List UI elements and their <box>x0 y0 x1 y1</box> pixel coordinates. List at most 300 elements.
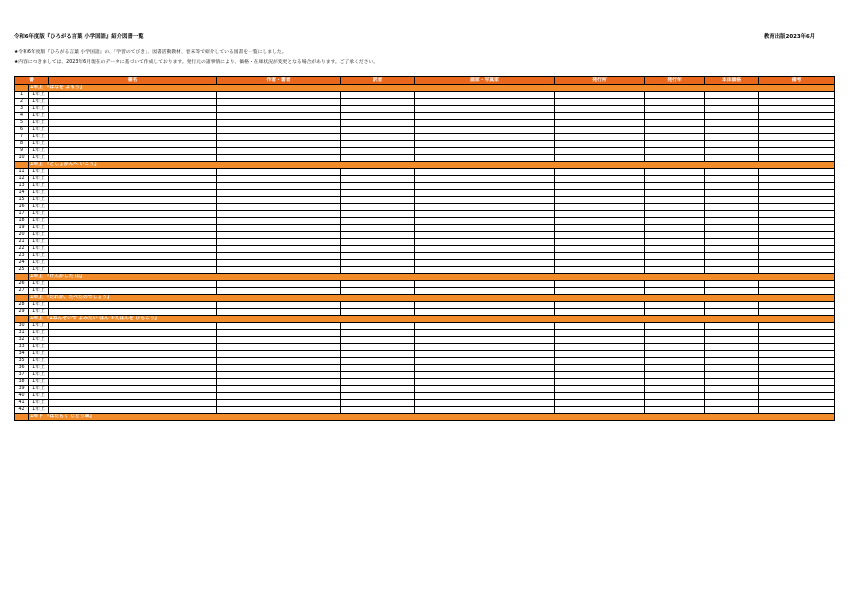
grade-cell: 1年上 <box>29 232 49 239</box>
section-label: 1年上 『はなを よもう』 <box>29 85 835 92</box>
table-row <box>15 365 835 372</box>
grade-cell: 1年上 <box>29 379 49 386</box>
table-row <box>15 169 835 176</box>
author-cell <box>217 358 341 365</box>
table-row <box>15 218 835 225</box>
price-cell <box>705 302 759 309</box>
row-number: 16 <box>15 204 29 211</box>
table-row <box>15 239 835 246</box>
illustrator-cell <box>415 267 555 274</box>
translator-cell <box>341 127 415 134</box>
title-cell <box>49 253 217 260</box>
grade-cell: 1年上 <box>29 386 49 393</box>
translator-cell <box>341 148 415 155</box>
translator-cell <box>341 204 415 211</box>
publisher-cell <box>555 246 645 253</box>
year-cell <box>645 330 705 337</box>
grade-cell: 1年上 <box>29 218 49 225</box>
author-cell <box>217 183 341 190</box>
grade-cell: 1年上 <box>29 197 49 204</box>
year-cell <box>645 92 705 99</box>
author-cell <box>217 393 341 400</box>
publisher-cell <box>555 232 645 239</box>
row-number: 7 <box>15 134 29 141</box>
translator-cell <box>341 99 415 106</box>
title-cell <box>49 393 217 400</box>
note-cell <box>759 232 835 239</box>
price-cell <box>705 407 759 414</box>
translator-cell <box>341 113 415 120</box>
col-header-translator: 訳者 <box>341 77 415 85</box>
illustrator-cell <box>415 281 555 288</box>
title-cell <box>49 127 217 134</box>
grade-cell: 1年上 <box>29 134 49 141</box>
grade-cell: 1年上 <box>29 393 49 400</box>
grade-cell: 1年上 <box>29 211 49 218</box>
note-cell <box>759 372 835 379</box>
note-cell <box>759 260 835 267</box>
illustrator-cell <box>415 148 555 155</box>
publisher-cell <box>555 176 645 183</box>
section-label: 1年下 『はたらく じどう車』 <box>29 414 835 421</box>
note-cell <box>759 106 835 113</box>
illustrator-cell <box>415 400 555 407</box>
price-cell <box>705 197 759 204</box>
publisher-cell <box>555 183 645 190</box>
author-cell <box>217 288 341 295</box>
col-header-notes: 備考 <box>759 77 835 85</box>
author-cell <box>217 127 341 134</box>
grade-cell: 1年上 <box>29 92 49 99</box>
price-cell <box>705 99 759 106</box>
row-number: 1 <box>15 92 29 99</box>
table-row <box>15 92 835 99</box>
publisher-cell <box>555 211 645 218</box>
table-row <box>15 232 835 239</box>
illustrator-cell <box>415 407 555 414</box>
grade-cell: 1年上 <box>29 267 49 274</box>
year-cell <box>645 106 705 113</box>
year-cell <box>645 344 705 351</box>
row-number: 13 <box>15 183 29 190</box>
grade-cell: 1年上 <box>29 400 49 407</box>
row-number: 37 <box>15 372 29 379</box>
translator-cell <box>341 106 415 113</box>
price-cell <box>705 379 759 386</box>
year-cell <box>645 407 705 414</box>
author-cell <box>217 211 341 218</box>
price-cell <box>705 246 759 253</box>
illustrator-cell <box>415 141 555 148</box>
grade-cell: 1年上 <box>29 323 49 330</box>
row-number: 34 <box>15 351 29 358</box>
author-cell <box>217 190 341 197</box>
illustrator-cell <box>415 344 555 351</box>
row-number: 19 <box>15 225 29 232</box>
table-row <box>15 134 835 141</box>
grade-cell: 1年上 <box>29 351 49 358</box>
title-cell <box>49 169 217 176</box>
price-cell <box>705 183 759 190</box>
illustrator-cell <box>415 106 555 113</box>
grade-cell: 1年上 <box>29 260 49 267</box>
table-row <box>15 211 835 218</box>
col-header-price: 本体価格 <box>705 77 759 85</box>
translator-cell <box>341 246 415 253</box>
table-row <box>15 407 835 414</box>
title-cell <box>49 148 217 155</box>
author-cell <box>217 155 341 162</box>
section-spacer <box>15 295 29 302</box>
col-header-number: 番 <box>15 77 49 85</box>
year-cell <box>645 337 705 344</box>
table-body <box>15 85 835 421</box>
illustrator-cell <box>415 239 555 246</box>
illustrator-cell <box>415 232 555 239</box>
translator-cell <box>341 141 415 148</box>
row-number: 39 <box>15 386 29 393</box>
illustrator-cell <box>415 204 555 211</box>
row-number: 33 <box>15 344 29 351</box>
publisher-cell <box>555 190 645 197</box>
row-number: 15 <box>15 197 29 204</box>
note-cell <box>759 204 835 211</box>
author-cell <box>217 148 341 155</box>
grade-cell: 1年上 <box>29 309 49 316</box>
table-row <box>15 197 835 204</box>
col-header-year: 発行年 <box>645 77 705 85</box>
grade-cell: 1年上 <box>29 99 49 106</box>
illustrator-cell <box>415 372 555 379</box>
price-cell <box>705 253 759 260</box>
note-cell <box>759 379 835 386</box>
publisher-cell <box>555 92 645 99</box>
price-cell <box>705 169 759 176</box>
publisher-cell <box>555 323 645 330</box>
translator-cell <box>341 260 415 267</box>
author-cell <box>217 113 341 120</box>
publisher-cell <box>555 302 645 309</box>
publisher-cell <box>555 400 645 407</box>
illustrator-cell <box>415 379 555 386</box>
year-cell <box>645 169 705 176</box>
author-cell <box>217 197 341 204</box>
price-cell <box>705 351 759 358</box>
publisher-cell <box>555 260 645 267</box>
title-cell <box>49 197 217 204</box>
note-cell <box>759 218 835 225</box>
publisher-cell <box>555 239 645 246</box>
title-cell <box>49 379 217 386</box>
section-spacer <box>15 162 29 169</box>
illustrator-cell <box>415 337 555 344</box>
col-header-author: 作者・著者 <box>217 77 341 85</box>
publisher-cell <box>555 309 645 316</box>
grade-cell: 1年上 <box>29 225 49 232</box>
table-row <box>15 344 835 351</box>
translator-cell <box>341 155 415 162</box>
table-row <box>15 351 835 358</box>
illustrator-cell <box>415 246 555 253</box>
illustrator-cell <box>415 225 555 232</box>
year-cell <box>645 393 705 400</box>
price-cell <box>705 106 759 113</box>
year-cell <box>645 99 705 106</box>
author-cell <box>217 386 341 393</box>
price-cell <box>705 148 759 155</box>
note-cell <box>759 351 835 358</box>
price-cell <box>705 155 759 162</box>
year-cell <box>645 113 705 120</box>
price-cell <box>705 92 759 99</box>
row-number: 32 <box>15 337 29 344</box>
price-cell <box>705 113 759 120</box>
table-row <box>15 99 835 106</box>
note-cell <box>759 330 835 337</box>
document-title: 令和6年度版『ひろがる言葉 小学国語』紹介図書一覧 <box>14 34 144 40</box>
illustrator-cell <box>415 134 555 141</box>
title-cell <box>49 155 217 162</box>
price-cell <box>705 358 759 365</box>
author-cell <box>217 365 341 372</box>
year-cell <box>645 253 705 260</box>
note-cell <box>759 323 835 330</box>
grade-cell: 1年上 <box>29 176 49 183</box>
year-cell <box>645 197 705 204</box>
author-cell <box>217 337 341 344</box>
title-cell <box>49 407 217 414</box>
publisher-cell <box>555 113 645 120</box>
row-number: 26 <box>15 281 29 288</box>
author-cell <box>217 330 341 337</box>
price-cell <box>705 309 759 316</box>
illustrator-cell <box>415 155 555 162</box>
table-row <box>15 281 835 288</box>
title-cell <box>49 344 217 351</box>
row-number: 28 <box>15 302 29 309</box>
book-table <box>14 76 835 421</box>
grade-cell: 1年上 <box>29 372 49 379</box>
table-row <box>15 323 835 330</box>
price-cell <box>705 204 759 211</box>
title-cell <box>49 246 217 253</box>
table-row <box>15 183 835 190</box>
note-cell <box>759 113 835 120</box>
col-header-illustrator: 画家・写真家 <box>415 77 555 85</box>
row-number: 4 <box>15 113 29 120</box>
price-cell <box>705 127 759 134</box>
title-cell <box>49 190 217 197</box>
publisher-cell <box>555 204 645 211</box>
translator-cell <box>341 239 415 246</box>
year-cell <box>645 134 705 141</box>
title-cell <box>49 281 217 288</box>
grade-cell: 1年上 <box>29 183 49 190</box>
table-row <box>15 148 835 155</box>
illustrator-cell <box>415 169 555 176</box>
price-cell <box>705 393 759 400</box>
illustrator-cell <box>415 92 555 99</box>
author-cell <box>217 253 341 260</box>
year-cell <box>645 246 705 253</box>
row-number: 18 <box>15 218 29 225</box>
translator-cell <box>341 267 415 274</box>
author-cell <box>217 225 341 232</box>
author-cell <box>217 407 341 414</box>
publisher-cell <box>555 155 645 162</box>
section-row <box>15 316 835 323</box>
note-cell <box>759 148 835 155</box>
publisher-cell <box>555 267 645 274</box>
title-cell <box>49 232 217 239</box>
price-cell <box>705 267 759 274</box>
translator-cell <box>341 281 415 288</box>
translator-cell <box>341 379 415 386</box>
grade-cell: 1年上 <box>29 246 49 253</box>
publisher-cell <box>555 253 645 260</box>
table-row <box>15 253 835 260</box>
table-row <box>15 204 835 211</box>
note-cell <box>759 386 835 393</box>
translator-cell <box>341 323 415 330</box>
note-cell <box>759 176 835 183</box>
year-cell <box>645 239 705 246</box>
year-cell <box>645 288 705 295</box>
title-cell <box>49 113 217 120</box>
year-cell <box>645 183 705 190</box>
section-row <box>15 295 835 302</box>
row-number: 12 <box>15 176 29 183</box>
title-cell <box>49 358 217 365</box>
section-spacer <box>15 85 29 92</box>
year-cell <box>645 225 705 232</box>
translator-cell <box>341 386 415 393</box>
price-cell <box>705 232 759 239</box>
publisher-cell <box>555 106 645 113</box>
year-cell <box>645 302 705 309</box>
translator-cell <box>341 190 415 197</box>
author-cell <box>217 169 341 176</box>
author-cell <box>217 106 341 113</box>
row-number: 25 <box>15 267 29 274</box>
grade-cell: 1年上 <box>29 337 49 344</box>
title-cell <box>49 134 217 141</box>
row-number: 9 <box>15 148 29 155</box>
note-cell <box>759 358 835 365</box>
price-cell <box>705 330 759 337</box>
section-label: 1年上 『だれが、たべたのでしょう』 <box>29 295 835 302</box>
translator-cell <box>341 134 415 141</box>
publisher-cell <box>555 218 645 225</box>
illustrator-cell <box>415 309 555 316</box>
publisher-cell <box>555 281 645 288</box>
year-cell <box>645 267 705 274</box>
title-cell <box>49 386 217 393</box>
year-cell <box>645 400 705 407</box>
row-number: 20 <box>15 232 29 239</box>
row-number: 22 <box>15 246 29 253</box>
row-number: 2 <box>15 99 29 106</box>
year-cell <box>645 358 705 365</box>
price-cell <box>705 225 759 232</box>
translator-cell <box>341 288 415 295</box>
title-cell <box>49 351 217 358</box>
row-number: 35 <box>15 358 29 365</box>
translator-cell <box>341 169 415 176</box>
note-cell <box>759 393 835 400</box>
publisher-cell <box>555 407 645 414</box>
price-cell <box>705 323 759 330</box>
row-number: 8 <box>15 141 29 148</box>
author-cell <box>217 134 341 141</box>
note-cell <box>759 211 835 218</box>
table-row <box>15 358 835 365</box>
translator-cell <box>341 365 415 372</box>
section-row <box>15 162 835 169</box>
grade-cell: 1年上 <box>29 106 49 113</box>
publisher-cell <box>555 288 645 295</box>
grade-cell: 1年上 <box>29 358 49 365</box>
col-header-publisher: 発行所 <box>555 77 645 85</box>
price-cell <box>705 386 759 393</box>
publisher-cell <box>555 141 645 148</box>
author-cell <box>217 232 341 239</box>
publisher-cell <box>555 120 645 127</box>
translator-cell <box>341 302 415 309</box>
row-number: 38 <box>15 379 29 386</box>
illustrator-cell <box>415 253 555 260</box>
publisher-cell <box>555 169 645 176</box>
illustrator-cell <box>415 127 555 134</box>
publisher-cell <box>555 337 645 344</box>
publisher-cell <box>555 386 645 393</box>
grade-cell: 1年上 <box>29 120 49 127</box>
publisher-cell <box>555 365 645 372</box>
year-cell <box>645 120 705 127</box>
illustrator-cell <box>415 358 555 365</box>
year-cell <box>645 232 705 239</box>
grade-cell: 1年上 <box>29 204 49 211</box>
author-cell <box>217 204 341 211</box>
table-row <box>15 176 835 183</box>
year-cell <box>645 155 705 162</box>
grade-cell: 1年上 <box>29 127 49 134</box>
year-cell <box>645 211 705 218</box>
price-cell <box>705 344 759 351</box>
note-cell <box>759 267 835 274</box>
section-spacer <box>15 316 29 323</box>
title-cell <box>49 99 217 106</box>
table-row <box>15 400 835 407</box>
translator-cell <box>341 120 415 127</box>
table-row <box>15 267 835 274</box>
row-number: 23 <box>15 253 29 260</box>
row-number: 17 <box>15 211 29 218</box>
note-cell <box>759 365 835 372</box>
grade-cell: 1年上 <box>29 155 49 162</box>
table-row <box>15 330 835 337</box>
translator-cell <box>341 393 415 400</box>
table-row <box>15 379 835 386</box>
author-cell <box>217 400 341 407</box>
row-number: 42 <box>15 407 29 414</box>
note-cell <box>759 344 835 351</box>
price-cell <box>705 120 759 127</box>
table-row <box>15 393 835 400</box>
title-cell <box>49 176 217 183</box>
section-label: 1年上 『としょかんへ いこう』 <box>29 162 835 169</box>
translator-cell <box>341 309 415 316</box>
